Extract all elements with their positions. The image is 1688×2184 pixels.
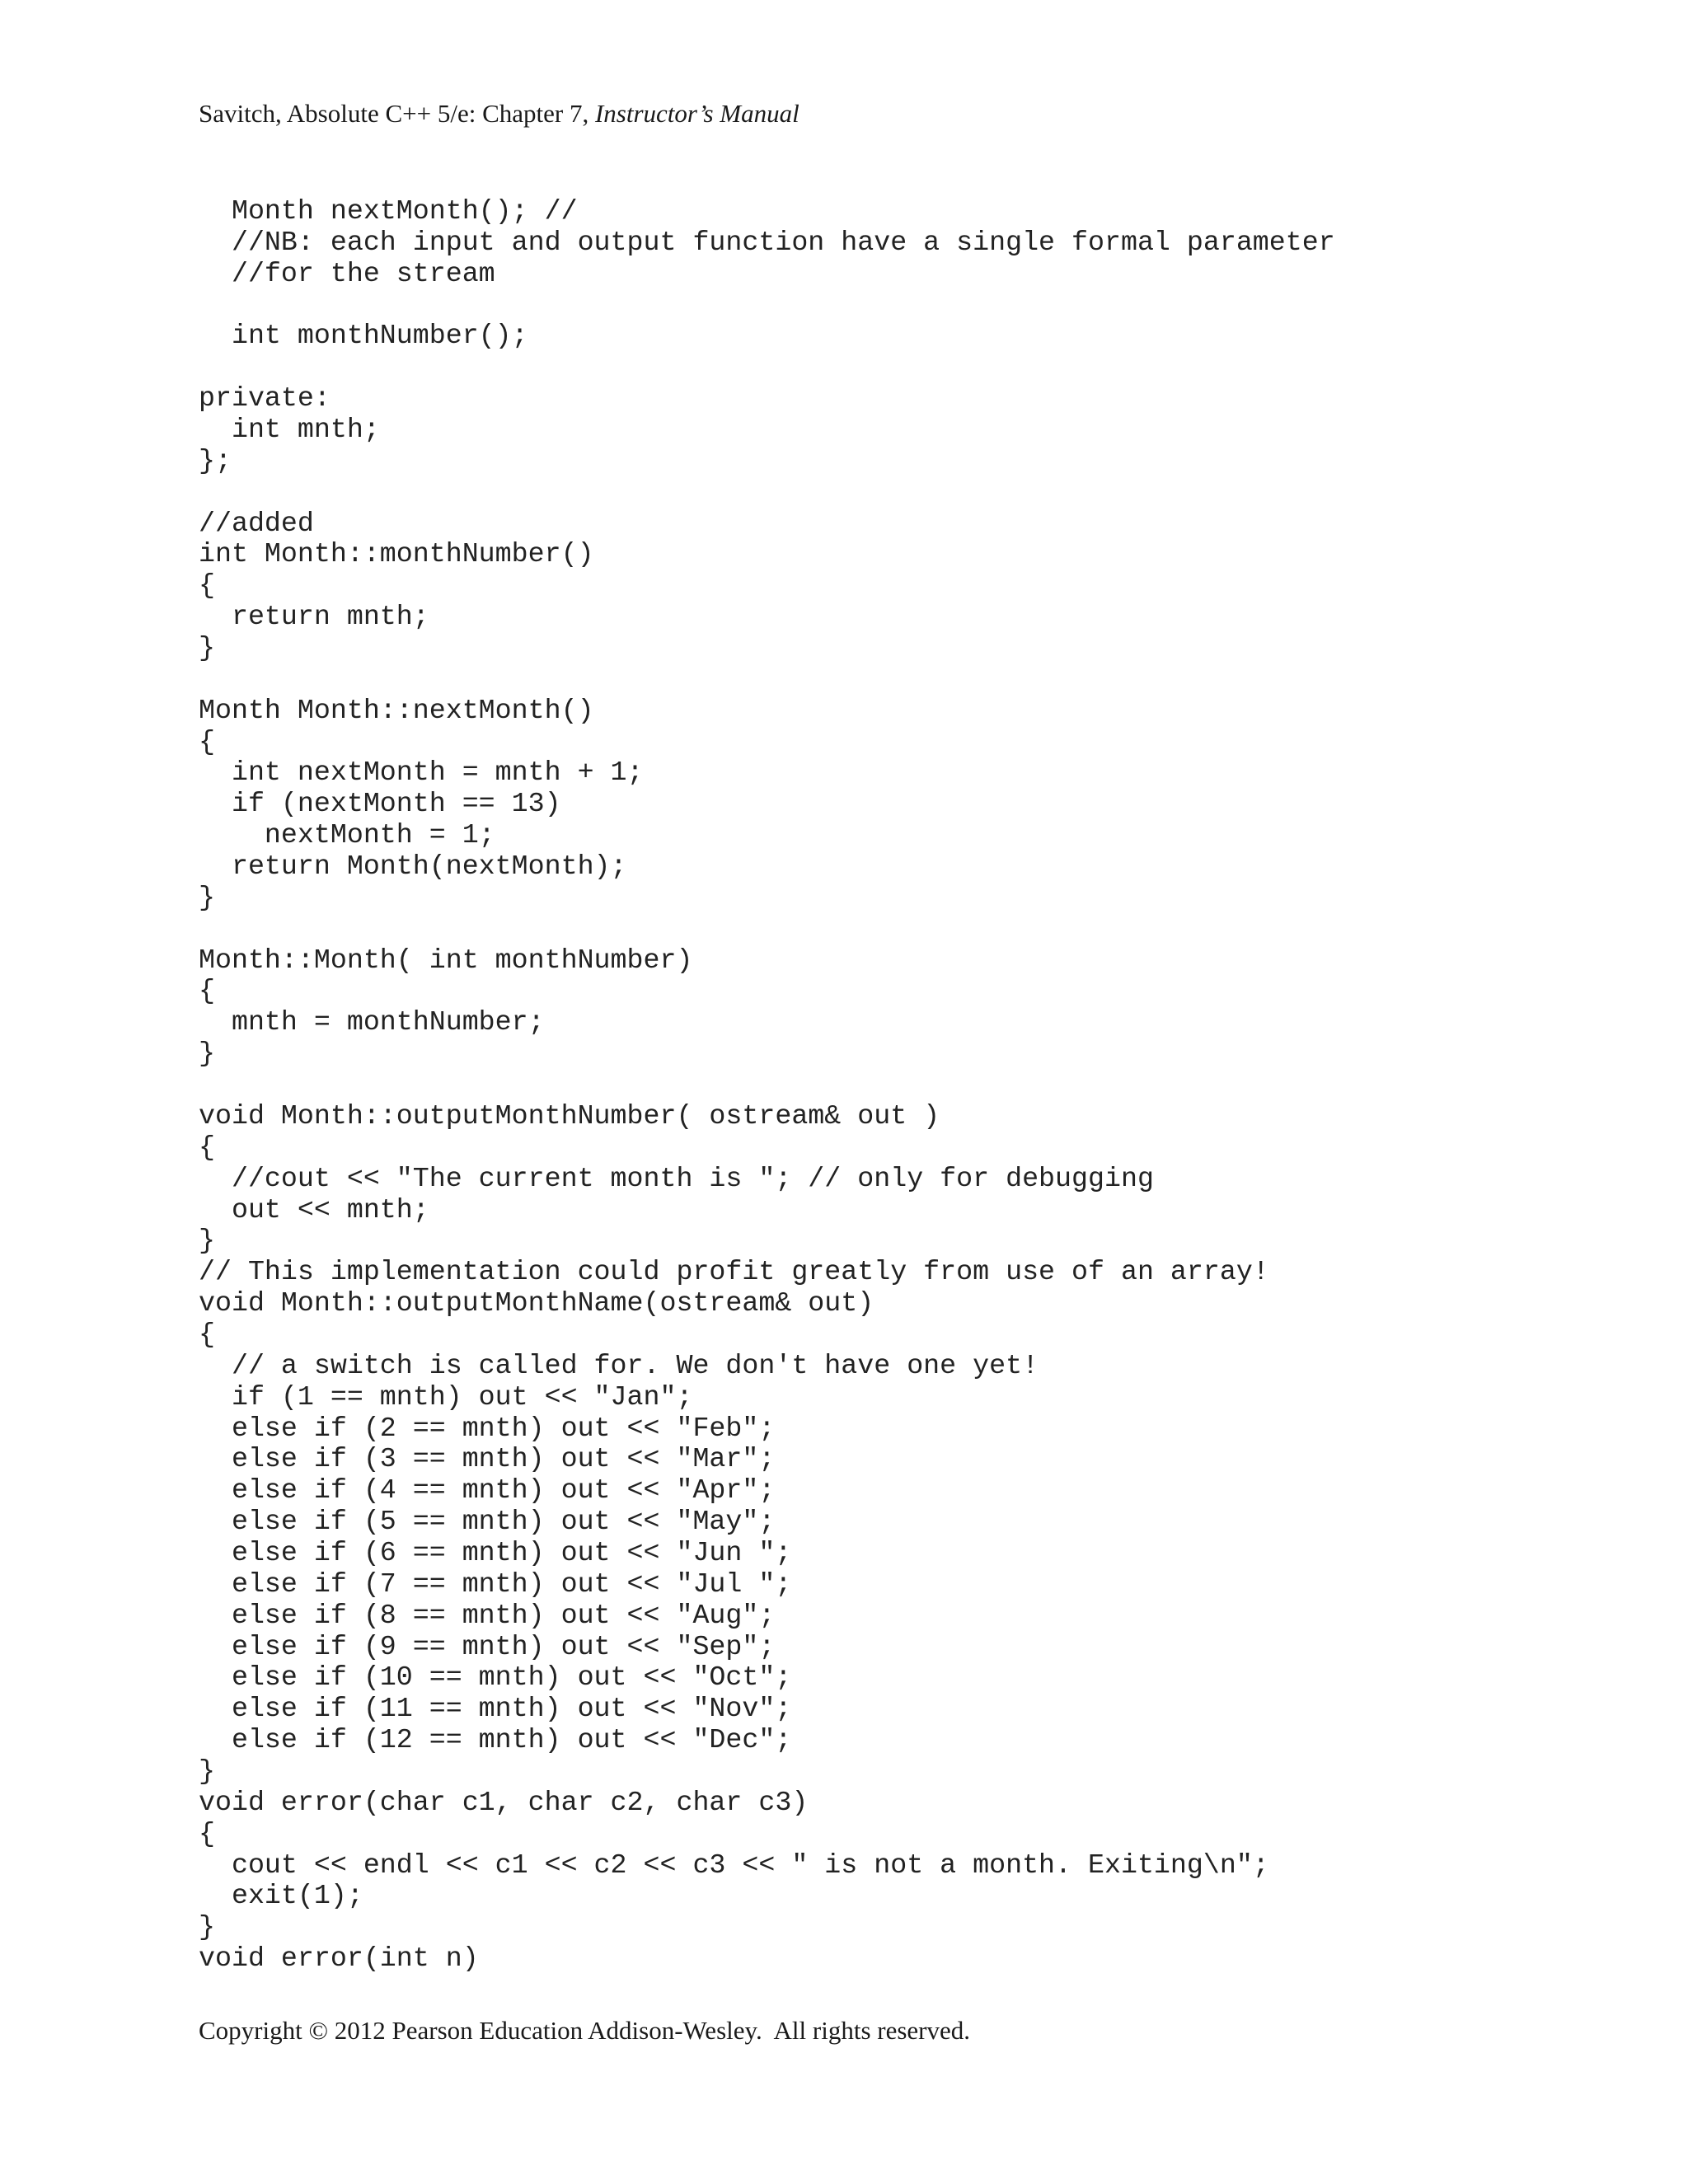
code-line: else if (9 == mnth) out << "Sep"; <box>199 1630 776 1662</box>
code-line: Month Month::nextMonth() <box>199 694 594 726</box>
code-line: // This implementation could profit greatly from use of an array! <box>199 1256 1269 1288</box>
code-line <box>199 477 1335 509</box>
code-line: //for the stream <box>199 257 495 289</box>
code-line: else if (10 == mnth) out << "Oct"; <box>199 1661 792 1694</box>
code-line <box>199 664 1335 696</box>
code-line: //cout << "The current month is "; // only for debugging <box>199 1162 1154 1194</box>
code-line: else if (6 == mnth) out << "Jun "; <box>199 1536 792 1568</box>
code-line <box>199 352 1335 383</box>
code-line: Month nextMonth(); // <box>199 195 578 227</box>
page-footer: Copyright © 2012 Pearson Education Addison-Wesley. All rights reserved. <box>199 2016 970 2045</box>
code-line: { <box>199 1318 215 1350</box>
code-line: else if (4 == mnth) out << "Apr"; <box>199 1474 776 1507</box>
code-line: int nextMonth = mnth + 1; <box>199 757 644 789</box>
code-line: else if (5 == mnth) out << "May"; <box>199 1506 776 1538</box>
code-line: }; <box>199 444 232 476</box>
code-line: else if (3 == mnth) out << "Mar"; <box>199 1443 776 1475</box>
code-line: private: <box>199 382 331 415</box>
code-line: void error(char c1, char c2, char c3) <box>199 1786 809 1818</box>
code-line: } <box>199 1038 215 1070</box>
code-line: { <box>199 1131 215 1163</box>
code-line: } <box>199 1911 215 1943</box>
code-line: void Month::outputMonthNumber( ostream& out ) <box>199 1099 940 1132</box>
header-italic-text: Instructor’s Manual <box>594 99 799 128</box>
code-line <box>199 1070 1335 1101</box>
code-listing <box>199 196 1335 1975</box>
code-line <box>199 914 1335 945</box>
code-line: { <box>199 975 215 1007</box>
code-line: { <box>199 725 215 757</box>
code-line: int mnth; <box>199 414 380 446</box>
code-line: return Month(nextMonth); <box>199 851 627 883</box>
code-line: else if (7 == mnth) out << "Jul "; <box>199 1568 792 1600</box>
page-header <box>199 97 799 130</box>
code-line: //NB: each input and output function have a single formal parameter <box>199 226 1335 258</box>
header-text: Savitch, Absolute C++ 5/e: Chapter 7, <box>199 99 595 128</box>
code-line: exit(1); <box>199 1880 363 1912</box>
code-line: out << mnth; <box>199 1193 429 1226</box>
code-line: { <box>199 1817 215 1849</box>
code-line: Month::Month( int monthNumber) <box>199 944 693 976</box>
code-line: else if (2 == mnth) out << "Feb"; <box>199 1412 776 1444</box>
code-line <box>199 290 1335 321</box>
code-line: nextMonth = 1; <box>199 819 495 851</box>
code-line: } <box>199 632 215 664</box>
code-line: else if (8 == mnth) out << "Aug"; <box>199 1599 776 1631</box>
code-line: if (1 == mnth) out << "Jan"; <box>199 1380 693 1413</box>
code-line: // a switch is called for. We don't have one yet! <box>199 1349 1039 1381</box>
code-line: int Month::monthNumber() <box>199 538 594 570</box>
code-line: //added <box>199 507 314 539</box>
code-line: } <box>199 881 215 913</box>
code-line: int monthNumber(); <box>199 320 528 352</box>
code-line: void Month::outputMonthName(ostream& out) <box>199 1287 874 1319</box>
code-line: } <box>199 1755 215 1787</box>
code-line: mnth = monthNumber; <box>199 1006 545 1038</box>
code-line: else if (11 == mnth) out << "Nov"; <box>199 1693 792 1725</box>
code-line: } <box>199 1225 215 1257</box>
code-line: void error(int n) <box>199 1943 479 1975</box>
code-line: cout << endl << c1 << c2 << c3 << " is not a month. Exiting\n"; <box>199 1849 1269 1881</box>
code-line: return mnth; <box>199 601 429 633</box>
code-line: if (nextMonth == 13) <box>199 788 561 820</box>
code-line: { <box>199 569 215 602</box>
code-line: else if (12 == mnth) out << "Dec"; <box>199 1724 792 1756</box>
